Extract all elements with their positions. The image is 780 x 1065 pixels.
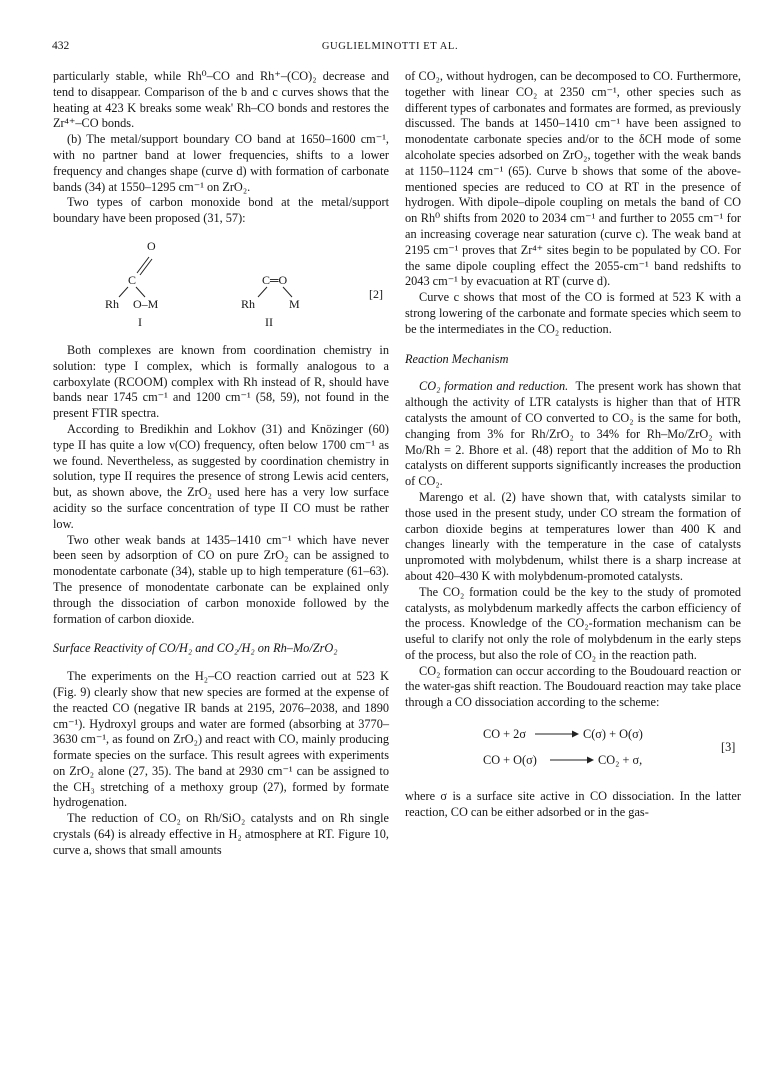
carbonyl-group: C═O <box>262 272 288 287</box>
running-head: GUGLIELMINOTTI ET AL. <box>321 41 459 52</box>
structure-label-i: I <box>138 314 142 329</box>
reaction-arrow <box>550 753 594 770</box>
paragraph: particularly stable, while Rh⁰–CO and Rh⁺–(CO)₂ decrease and tend to disappear. Comparison of the b and c curves shows that the heating at 423 K breaks some weak' Rh–CO bonds and restores the Zr⁴⁺–CO bonds. <box>53 69 389 131</box>
rhodium-atom: Rh <box>241 296 256 311</box>
arrow-icon <box>535 727 579 739</box>
paragraph: where σ is a surface site active in CO dissociation. In the latter reaction, CO can be either adsorbed or in the gas- <box>405 789 741 819</box>
paragraph: of CO₂, without hydrogen, can be decomposed to CO. Furthermore, together with linear CO₂ at 2350 cm⁻¹, other species such as different types of carbonates and formates are formed, as previously discussed. The bands at 1450–1410 cm⁻¹ have been assigned to monodentate carbonate species and/or to the δCH mode of some alcoholate species adsorbed on ZrO₂, together with the weak bands at 1150–1124 cm⁻¹ (65). Curve b shows that some of the above-mentioned species are reduced to CO at RT in the presence of hydrogen. With dipole–dipole coupling on metals the band of CO on Rh⁰ shifts from 2020 to 2034 cm⁻¹ and further to 2055 cm⁻¹ for an increasing coverage near saturation (curve c). The weak band at 2195 cm⁻¹ proves that Zr⁴⁺ sites begin to be populated by CO. For the same dipole coupling effect the 2055-cm⁻¹ band redshifts to 2043 cm⁻¹ by evacuation at RT (curve d). <box>405 69 741 289</box>
equation-number: [2] <box>369 286 383 301</box>
left-column <box>53 69 389 859</box>
right-column <box>405 69 741 821</box>
paragraph-text: The present work has shown that although the activity of LTR catalysts is higher than that of HTR catalysts the amount of CO converted to CO₂ is the same for both, changing from 3% for Rh/ZrO₂ to 34% for Rh–Mo/ZrO₂ with Mo/Rh = 2. Bhore et al. (48) report that the addition of Mo to Rh catalysts on different supports significantly increases the production of CO₂. <box>405 379 741 489</box>
page-number: 432 <box>52 40 70 52</box>
rhodium-atom: Rh <box>105 296 120 311</box>
paragraph: According to Bredikhin and Lokhov (31) and Knözinger (60) type II has quite a low ν(CO) frequency, often below 1700 cm⁻¹ as we found. Nevertheless, as suggested by coordination chemistry in solution, type II requires the presence of strong Lewis acid centers, but, as shown above, the ZrO₂ used here has a very low surface acidity so the surface concentration of type II CO must be rather low. <box>53 421 389 531</box>
paragraph: Two types of carbon monoxide bond at the metal/support boundary have been proposed (31, 57): <box>53 195 389 226</box>
metal-atom: M <box>289 296 300 311</box>
oxygen-atom: O <box>147 238 156 253</box>
equation-3 <box>405 723 741 779</box>
paragraph: Marengo et al. (2) have shown that, with catalysts similar to those used in the present study, under CO stream the formation of carbon dioxide begins at temperatures lower than 400 K and changes linearly with the temperature in the case of catalysts unpromoted with molybdenum, whilst there is a sharp increase at about 420–430 K with molybdenum-promoted catalysts. <box>405 489 741 583</box>
reaction-arrow <box>535 727 579 744</box>
structure-formula-2 <box>53 237 389 333</box>
carbon-atom: C <box>128 272 137 287</box>
section-heading: Surface Reactivity of CO/H₂ and CO₂/H₂ on Rh–Mo/ZrO₂ <box>53 641 338 656</box>
structure-label-ii: II <box>265 314 273 329</box>
paragraph: Both complexes are known from coordination chemistry in solution: type I complex, which is formally analogous to a carboxylate (RCOOM) complex with Rh instead of R, should have bands near 1745 cm⁻¹ and 1200 cm⁻¹ (58, 59), not found in the present FTIR spectra. <box>53 342 389 421</box>
bond-lines <box>53 237 389 333</box>
paragraph: The reduction of CO₂ on Rh/SiO₂ catalysts and on Rh single crystals (64) is already effective in H₂ atmosphere at RT. Figure 10, curve a, shows that small amounts <box>53 811 389 857</box>
page-header <box>52 40 728 56</box>
equation-lhs: CO + O(σ) <box>483 753 537 768</box>
paragraph: CO₂ formation can occur according to the Boudouard reaction or the water-gas shift reaction. The Boudouard reaction may take place through a CO dissociation according to the scheme: <box>405 663 741 710</box>
oxygen-metal: O–M <box>133 296 159 311</box>
equation-rhs: C(σ) + O(σ) <box>583 727 643 742</box>
paragraph: Curve c shows that most of the CO is formed at 523 K with a strong lowering of the carbonate and formate species which seem to be the intermediates in the CO₂ reduction. <box>405 290 741 336</box>
equation-number: [3] <box>721 740 736 755</box>
section-heading: Reaction Mechanism <box>405 351 509 366</box>
equation-rhs: CO₂ + σ, <box>598 753 643 768</box>
paragraph <box>405 379 741 490</box>
paragraph: Two other weak bands at 1435–1410 cm⁻¹ which have never been seen by adsorption of CO on pure ZrO₂ can be assigned to monodentate carbonate (34), stable up to high temperature (61–63). The presence of monodentate carbonate can be explained only through the dissociation of carbon monoxide followed by the formation of carbon dioxide. <box>53 532 389 626</box>
paragraph: (b) The metal/support boundary CO band at 1650–1600 cm⁻¹, with no partner band at lower frequencies, shifts to a lower frequency and changes shape (curve d) with formation of carbonate bands (34) at 1550–1295 cm⁻¹ on ZrO₂. <box>53 132 389 194</box>
paragraph: The experiments on the H₂–CO reaction carried out at 523 K (Fig. 9) clearly show that new species are formed at the expense of the reacted CO (negative IR bands at 2195, 2076–2038, and 1890 cm⁻¹). Hydroxyl groups and water are formed (absorbing at 3770–3630 cm⁻¹, as found on ZrO₂) and react with CO, mainly producing formate species on the surface. This result agrees with experiments on ZrO₂ alone (27, 35). The band at 2930 cm⁻¹ can be assigned to the CH₃ stretching of a methoxy group (27), formed by formate hydrogenation. <box>53 669 389 810</box>
paragraph: The CO₂ formation could be the key to the study of promoted catalysts, as molybdenum markedly affects the carbon efficiency of the process. Knowledge of the CO₂-formation mechanism can be useful to clarify not only the role of molybdenum in the early steps of the process, but also the role of CO₂ in the reaction path. <box>405 584 741 662</box>
arrow-icon <box>550 753 594 765</box>
equation-lhs: CO + 2σ <box>483 727 526 742</box>
subsection-heading: CO₂ formation and reduction. <box>419 379 569 394</box>
